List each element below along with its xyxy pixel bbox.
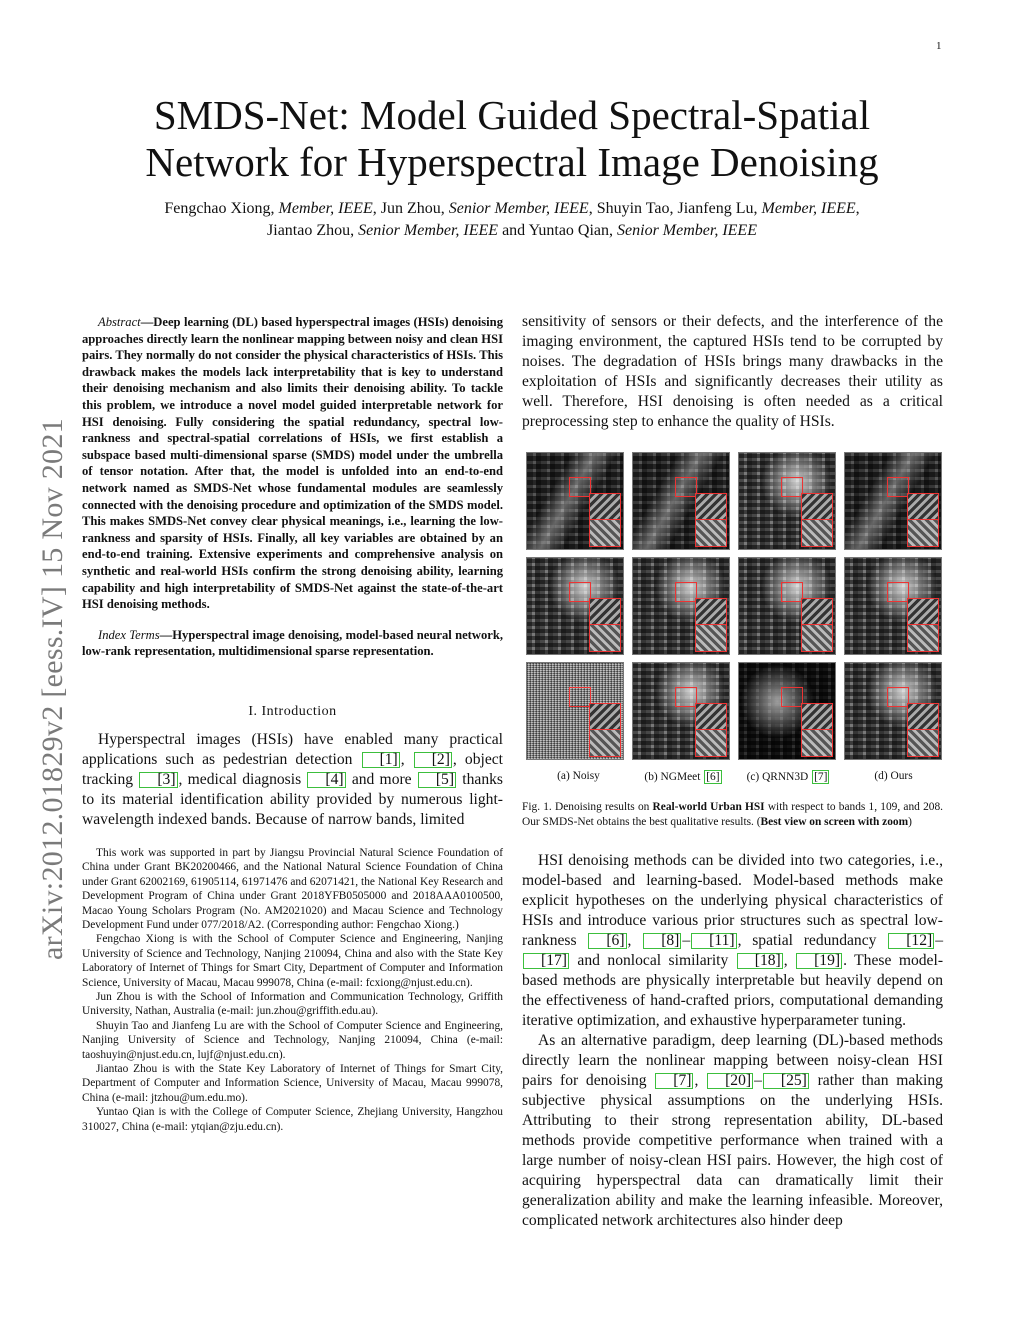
abstract [82, 314, 503, 613]
author-name: Fengchao Xiong, [164, 200, 275, 217]
figure-1-caption [522, 800, 943, 829]
zoom-inset [801, 493, 833, 521]
footnotes [82, 846, 503, 1134]
dl-paragraph [522, 1031, 943, 1231]
zoom-inset [907, 519, 939, 547]
text-run: and nonlocal similarity [569, 952, 736, 970]
author-line-2 [70, 220, 954, 242]
author-list [70, 198, 954, 242]
subcaption-ngmeet [631, 770, 736, 784]
footnote-affiliation: Fengchao Xiong is with the School of Computer Science and Engineering, Nanjing University of Science and Technology, Nanjing 210094, China and also with the State Key Laboratory of Internet of Things for Smart City, Department of Computer and Information Science, University of Macau, Macau 999078, China (e-mail: fcxiong@njust.edu.cn). [82, 933, 503, 989]
zoom-inset [695, 703, 727, 731]
figure-tile-band208-noisy [526, 662, 624, 760]
citation-link[interactable]: [18] [737, 953, 783, 969]
zoom-inset [801, 729, 833, 757]
text-run: , spatial redundancy [737, 932, 888, 950]
citation-link[interactable]: [5] [418, 772, 456, 788]
zoom-inset [695, 729, 727, 757]
left-column [82, 314, 503, 1134]
footnote-affiliation: Jun Zhou is with the School of Information and Communication Technology, Griffith University, Nathan, Australia (e-mail: jun.zhou@griffith.edu.au). [82, 990, 503, 1018]
zoom-inset [907, 729, 939, 757]
citation-link[interactable]: [4] [307, 772, 345, 788]
zoom-box [781, 582, 803, 602]
author-role: Senior Member, IEEE [617, 222, 757, 239]
figure-tile-band109-ours [844, 557, 942, 655]
figure-tile-band1-ngmeet [632, 452, 730, 550]
text-run: As an alternative paradigm, deep learning (DL)-based methods directly learn the nonlinear mapping between noisy-clean HSI pairs for denoising [522, 1032, 943, 1090]
text-run: Hyperspectral images (HSIs) have enabled many practical applications such as pedestrian detection [82, 730, 503, 768]
citation-link[interactable]: [17] [523, 953, 569, 969]
text-run: – [935, 932, 943, 950]
subcaption-text: (c) QRNN3D [746, 771, 812, 783]
zoom-inset [907, 703, 939, 731]
figure-tile-band208-qrnn3d [738, 662, 836, 760]
text-run: HSI denoising methods can be divided into two categories, i.e., model-based and learning-based. Model-based methods make explicit hypotheses on the underlying physical characteristics of HSIs and introduce various prior structures such as spectral low-rankness [522, 852, 943, 950]
zoom-inset [907, 493, 939, 521]
citation-link[interactable]: [7] [655, 1073, 693, 1089]
zoom-box [569, 477, 591, 497]
zoom-box [781, 687, 803, 707]
abstract-text: —Deep learning (DL) based hyperspectral images (HSIs) denoising approaches directly learn the nonlinear mapping between noisy and clean HSI pairs. They normally do not consider the physical characteristics of HSIs. This drawback makes the models lack interpretability that is key to understand their denoising mechanism and also limits their denoising ability. To tackle this problem, we introduce a novel model guided interpretable network for HSI denoising. Fully considering the spatial redundancy, spectral low-rankness and spectral-spatial correlations of HSIs, we first establish a subspace based multi-dimensional sparse (SMDS) model under the umbrella of tensor notation. After that, the model is unfolded into an end-to-end network named as SMDS-Net whose fundamental modules are seamlessly connected with the denoising procedure and optimization of the SMDS model. This makes SMDS-Net convey clear physical meanings, i.e., learning the low-rankness and sparsity of HSIs. Finally, all key variables are obtained by an end-to-end training. Extensive experiments and comprehensive analysis on synthetic and real-world HSIs confirm the strong denoising ability, learning capability and high interpretability of SMDS-Net against the state-of-the-art HSI denoising methods. [82, 315, 503, 612]
index-terms-label: Index Terms [98, 627, 160, 642]
figure-tile-band1-qrnn3d [738, 452, 836, 550]
footnote-funding: This work was supported in part by Jiangsu Provincial Natural Science Foundation of China under Grant BK20200466, and the National Natural Science Foundation of China under Grant 62002169, 61905114, 61971476 and 62071421, the National Key Research and Development Program of China under Grant 2018YFB0505000 and 2018AAA0100500, Macao Young Scholars Program (No. AM2021020) and Macau Science and Technology Development Fund under 077/2018/A2. (Corresponding author: Fengchao Xiong.) [82, 846, 503, 931]
section-heading-introduction: I. Introduction [248, 703, 337, 719]
caption-text: Fig. 1. Denoising results on [522, 801, 653, 813]
citation-link[interactable]: [6] [706, 771, 720, 783]
zoom-inset [801, 519, 833, 547]
author-name: Jiantao Zhou, [267, 222, 355, 239]
zoom-box [569, 582, 591, 602]
author-role: Member, IEEE [278, 200, 373, 217]
figure-1-image-grid [526, 452, 943, 760]
zoom-inset [589, 624, 621, 652]
title-line-2: Network for Hyperspectral Image Denoising [145, 139, 879, 185]
figure-tile-band208-ngmeet [632, 662, 730, 760]
text-run: . These model-based methods are physically interpretable but heavily depend on the effectiveness of hand-crafted priors, computational demanding iterative optimization, and exhaustive hyperparameter tuning. [522, 952, 944, 1030]
abstract-label: Abstract [98, 315, 141, 329]
subcaption-noisy: (a) Noisy [557, 770, 600, 782]
zoom-box [569, 687, 591, 707]
zoom-inset [589, 703, 621, 731]
zoom-inset [589, 519, 621, 547]
zoom-inset [695, 624, 727, 652]
citation-link[interactable]: [1] [362, 752, 400, 768]
figure-tile-band208-ours [844, 662, 942, 760]
citation-link[interactable]: [2] [414, 752, 452, 768]
zoom-box [781, 477, 803, 497]
figure-tile-band1-noisy [526, 452, 624, 550]
citation-link[interactable]: [20] [707, 1073, 753, 1089]
author-name: and Yuntao Qian, [498, 222, 614, 239]
caption-bold: Best view on screen with zoom [760, 815, 909, 828]
intro-paragraph [82, 730, 503, 830]
text-run: and more [346, 770, 417, 788]
figure-subcaptions [526, 770, 943, 784]
footnote-affiliation: Shuyin Tao and Jianfeng Lu are with the School of Computer Science and Engineering, Nanjing University of Science and Technology, Nanjing 210094, China (e-mail: taoshuyin@njust.edu.cn, lujf@njust.edu.cn). [82, 1019, 503, 1061]
paper-title [60, 92, 964, 186]
caption-bold: Real-world Urban HSI [652, 801, 765, 813]
author-separator: , [855, 200, 860, 217]
zoom-inset [589, 493, 621, 521]
author-name: , Jun Zhou, [372, 200, 445, 217]
index-terms-text: —Hyperspectral image denoising, model-based neural network, low-rank representation, multidimensional sparse representation. [82, 627, 504, 659]
right-column [522, 312, 943, 1231]
figure-tile-band1-ours [844, 452, 942, 550]
citation-link[interactable]: [25] [763, 1073, 809, 1089]
footnote-affiliation: Jiantao Zhou is with the State Key Laboratory of Internet of Things for Smart City, Department of Computer and Information Science, University of Macau, Macau 999078, China (e-mail: jtzhou@um.edu.mo). [82, 1062, 503, 1104]
zoom-box [675, 582, 697, 602]
text-run: rather than making subjective physical assumptions on the underlying HSIs. Attributing to their strong representation ability, DL-based methods provide competitive performance when trained with a large number of noisy-clean HSI pairs. However, the high cost of acquiring hyperspectral data can dramatically limit their generalization ability and make the learning infeasible. Moreover, complicated network architectures also hinder deep [522, 1072, 943, 1230]
citation-link[interactable]: [7] [814, 771, 828, 783]
title-line-1: SMDS-Net: Model Guided Spectral-Spatial [153, 92, 871, 138]
index-terms [82, 627, 503, 660]
author-name: , Shuyin Tao, Jianfeng Lu, [588, 200, 758, 217]
text-run: – [754, 1072, 762, 1090]
citation-link[interactable]: [8] [643, 933, 681, 949]
subcaption-ours: (d) Ours [874, 770, 913, 782]
zoom-inset [589, 729, 621, 757]
citation-link[interactable]: [12] [888, 933, 934, 949]
zoom-inset [907, 624, 939, 652]
caption-text: with respect to bands 1, 109, and 208. Our SMDS-Net obtains the best qualitative results. ( [522, 801, 944, 828]
author-role: Member, IEEE [761, 200, 856, 217]
citation-link[interactable]: [3] [139, 772, 177, 788]
text-run: , [400, 750, 413, 768]
citation-link[interactable]: [11] [691, 933, 736, 949]
figure-tile-band109-noisy [526, 557, 624, 655]
text-run: – [682, 932, 691, 950]
text-run: , [694, 1072, 707, 1090]
text-run: , medical diagnosis [178, 770, 307, 788]
zoom-inset [589, 598, 621, 626]
subcaption-qrnn3d [736, 770, 841, 784]
zoom-box [675, 687, 697, 707]
zoom-inset [801, 598, 833, 626]
figure-tile-band109-ngmeet [632, 557, 730, 655]
author-role: Senior Member, IEEE [448, 200, 589, 217]
caption-text: ) [908, 815, 912, 828]
footnote-affiliation: Yuntao Qian is with the College of Computer Science, Zhejiang University, Hangzhou 310027, China (e-mail: ytqian@zju.edu.cn). [82, 1106, 503, 1133]
zoom-box [887, 477, 909, 497]
figure-tile-band109-qrnn3d [738, 557, 836, 655]
citation-link[interactable]: [19] [796, 953, 842, 969]
zoom-inset [695, 493, 727, 521]
zoom-box [887, 582, 909, 602]
text-run: , [627, 932, 643, 950]
intro-paragraph-continued: sensitivity of sensors or their defects, and the interference of the imaging environment, the captured HSIs tend to be corrupted by noises. The degradation of HSIs brings many drawbacks in the exploitation of HSIs and significantly decreases their utility as well. Therefore, HSI denoising is often needed as a critical preprocessing step to enhance the quality of HSIs. [522, 313, 943, 430]
zoom-box [675, 477, 697, 497]
page-number: 1 [936, 40, 942, 52]
zoom-inset [907, 598, 939, 626]
author-line-1 [70, 198, 954, 220]
zoom-box [887, 687, 909, 707]
text-run: , [783, 952, 796, 970]
arxiv-identifier[interactable]: arXiv:2012.01829v2 [eess.IV] 15 Nov 2021 [36, 418, 69, 960]
citation-link[interactable]: [6] [588, 933, 626, 949]
author-role: Senior Member, IEEE [358, 222, 499, 239]
subcaption-text: (b) NGMeet [644, 771, 704, 783]
text-run: , object tracking [82, 750, 504, 788]
zoom-inset [801, 624, 833, 652]
zoom-inset [801, 703, 833, 731]
zoom-inset [695, 598, 727, 626]
methods-paragraph [522, 851, 943, 1031]
zoom-inset [695, 519, 727, 547]
text-run: thanks to its material identification ability provided by numerous light-wavelength indexed bands. Because of narrow bands, limited [82, 770, 503, 828]
